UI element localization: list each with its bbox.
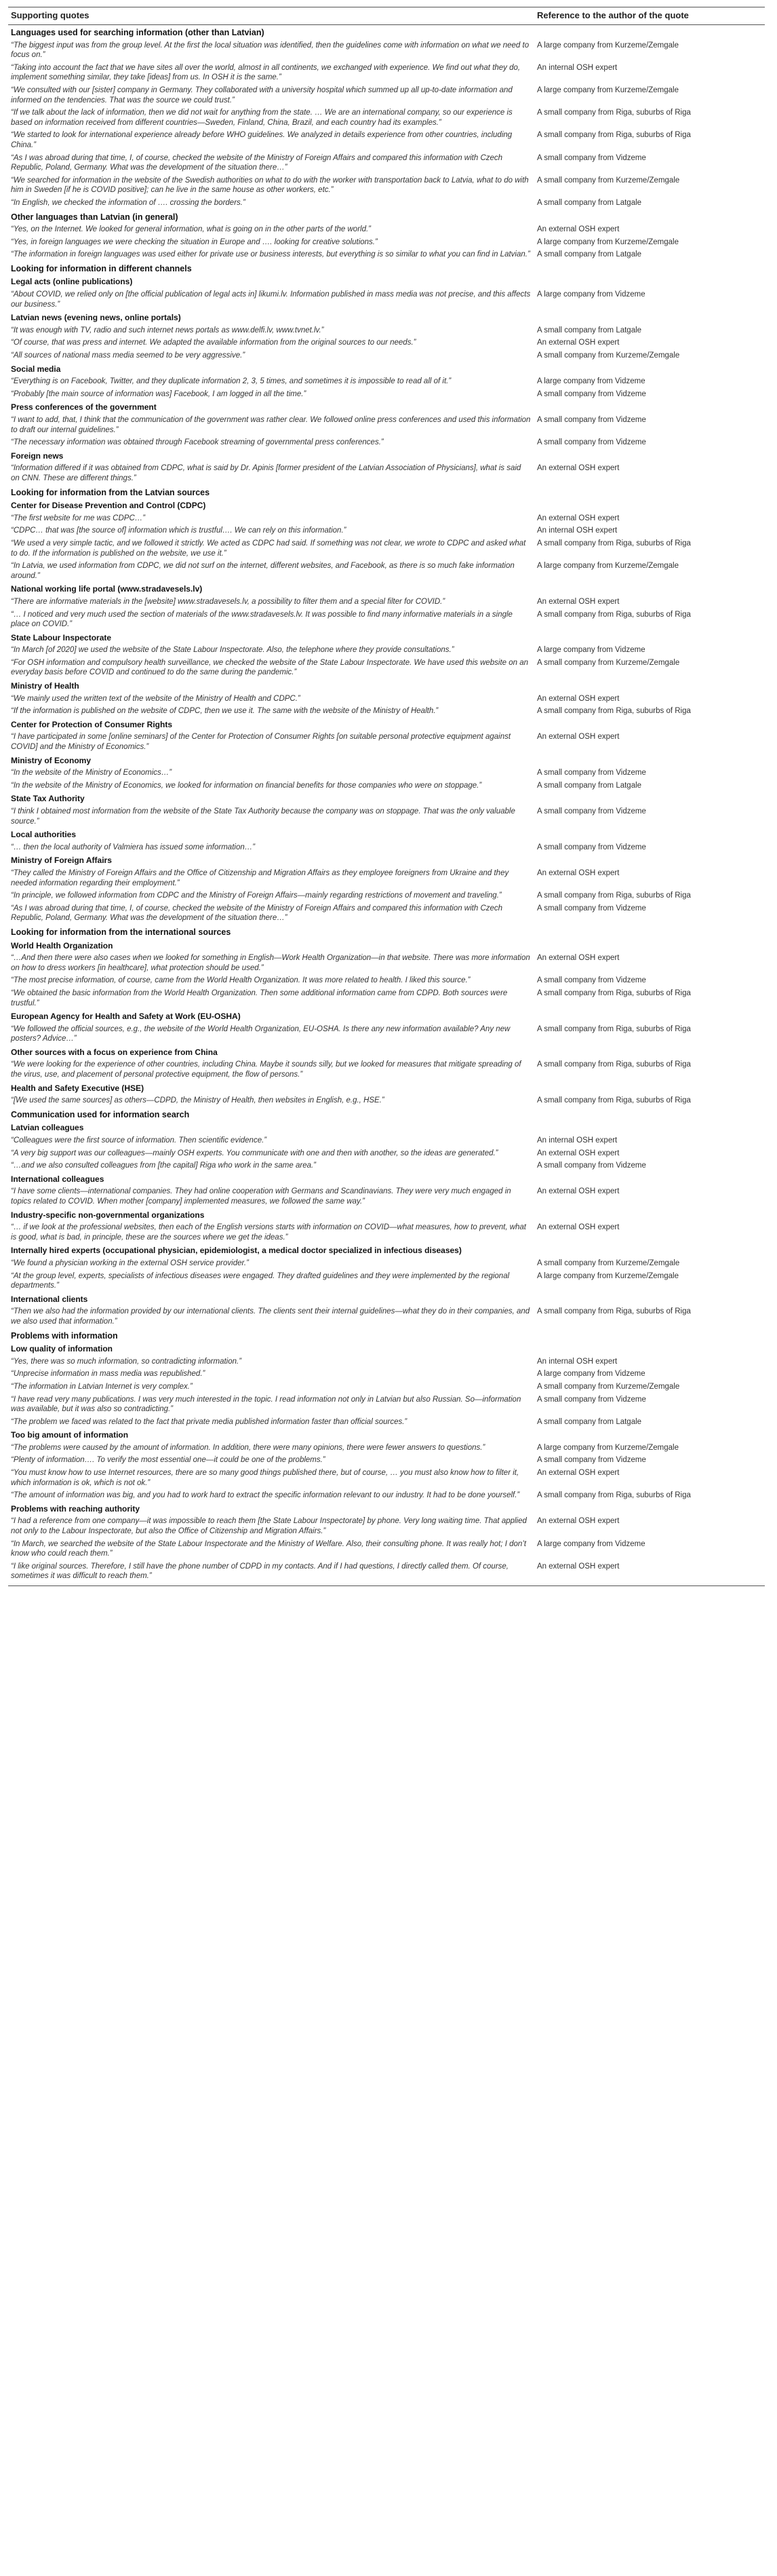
subsection-heading-row [8,400,765,414]
quote-row [8,236,765,249]
quote-text: “We consulted with our [sister] company in Germany. They collaborated with a university hospital which summed up all up-to-date information and informed on the tendencies. That was the source we could trust.” [11,85,513,104]
quote-text: “Probably [the main source of information was] Facebook, I am logged in all the time.” [11,389,306,398]
quote-text: “Plenty of information…. To verify the most essential one—it could be one of the problems.” [11,1456,325,1465]
quote-author-reference: An external OSH expert [537,597,620,606]
quote-row [8,1538,765,1560]
quote-text: “Then we also had the information provided by our international clients. The clients sent their internal guidelines—what they do in their companies, and we also used that information.” [11,1307,530,1326]
quote-row [8,609,765,631]
quote-text: “The biggest input was from the group level. At the first the local situation was identified, then the guidelines come with information on what we need to focus on.” [11,41,530,60]
quote-row [8,767,765,780]
quote-row [8,1467,765,1489]
quote-text: “Unprecise information in mass media was republished.” [11,1370,205,1379]
quote-author-reference: A small company from Vidzeme [537,843,646,851]
quote-text: “In principle, we followed information from CDPC and the Ministry of Foreign Affairs—mainly regarding restrictions of movement and traveling.” [11,891,502,900]
quote-author-reference: An external OSH expert [537,339,620,347]
subsection-heading: International clients [11,1294,88,1304]
quote-author-reference: A large company from Vidzeme [537,1370,645,1379]
quote-text: “We obtained the basic information from the World Health Organization. Then some additional information came from CDPD. Both sources were trustful.” [11,988,508,1007]
quote-text: “If we talk about the lack of information, then we did not wait for anything from the state. … We are an international company, so our experience is based on information received from different countries—Sweden, Finland, China, Brazil, and each country had its examples.” [11,109,513,127]
document-page [8,0,765,1586]
quote-author-reference: A small company from Vidzeme [537,1161,646,1170]
quote-author-reference: A large company from Vidzeme [537,290,645,299]
section-heading-row [8,485,765,499]
section-heading-row [8,1107,765,1121]
quote-text: “All sources of national mass media seemed to be very aggressive.” [11,351,245,360]
quote-author-reference: A large company from Kurzeme/Zemgale [537,85,679,94]
subsection-heading-row [8,1121,765,1134]
quote-text: “We followed the official sources, e.g., the website of the World Health Organization, EU-OSHA. Is there any new information available? Any new posters? Advice…” [11,1024,511,1043]
quote-row [8,902,765,925]
quote-author-reference: A small company from Riga, suburbs of Riga [537,1060,691,1069]
quote-author-reference: A small company from Riga, suburbs of Riga [537,1096,691,1105]
quote-author-reference: A small company from Latgale [537,198,642,207]
subsection-heading-row [8,1045,765,1059]
subsection-heading: Center for Disease Prevention and Control (CDPC) [11,501,206,511]
subsection-heading-row [8,718,765,731]
quote-row [8,1094,765,1107]
quote-text: “The information in Latvian Internet is very complex.” [11,1382,193,1391]
quote-text: “Of course, that was press and internet. We adapted the available information from the original sources to our needs.” [11,339,416,347]
section-heading-row [8,925,765,939]
quote-author-reference: A small company from Riga, suburbs of Riga [537,539,691,547]
subsection-heading: State Labour Inspectorate [11,632,112,642]
subsection-heading-row [8,679,765,693]
quote-author-reference: An external OSH expert [537,1469,620,1478]
quote-text: “Information differed if it was obtained from CDPC, what is said by Dr. Apinis [former president of the Latvian Association of Physicians], what is said on CNN. These are different things.” [11,464,521,482]
quote-text: “I have some clients—international companies. They had online cooperation with Germans and Scandinavians. They were very much engaged in topics related to COVID. When mother [company] implemented measures, we followed the same way.” [11,1187,511,1206]
quote-text: “Yes, on the Internet. We looked for general information, what is going on in the other parts of the world.” [11,225,372,234]
quote-row [8,512,765,525]
quote-text: “We mainly used the written text of the website of the Ministry of Health and CDPC.” [11,694,300,703]
quote-author-reference: An external OSH expert [537,514,620,522]
quote-author-reference: An external OSH expert [537,733,620,742]
quote-row [8,693,765,706]
quote-row [8,987,765,1010]
section-heading: Problems with information [11,1330,118,1341]
quote-text: “…and we also consulted colleagues from [the capital] Riga who work in the same area.” [11,1161,317,1170]
section-heading: Looking for information in different channels [11,263,192,273]
section-heading: Languages used for searching information (other than Latvian) [11,28,264,37]
quote-row [8,1381,765,1393]
section-heading-row [8,1328,765,1343]
quote-author-reference: A small company from Riga, suburbs of Riga [537,1307,691,1316]
quote-text: “We found a physician working in the external OSH service provider.” [11,1258,249,1267]
quote-author-reference: A small company from Vidzeme [537,807,646,815]
quote-text: “The first website for me was CDPC…” [11,514,146,522]
quote-author-reference: A small company from Riga, suburbs of Riga [537,109,691,117]
quote-text: “In English, we checked the information of …. crossing the borders.” [11,198,245,207]
quote-author-reference: An external OSH expert [537,1187,620,1196]
quote-row [8,596,765,609]
quote-row [8,731,765,753]
subsection-heading: Ministry of Health [11,681,79,691]
quote-author-reference: A small company from Riga, suburbs of Riga [537,891,691,900]
quote-row [8,337,765,349]
quote-row [8,462,765,484]
table-header-row [8,7,765,25]
quote-author-reference: A small company from Riga, suburbs of Riga [537,131,691,140]
quote-text: “You must know how to use Internet resources, there are so many good things published there, but of course, … you must also know how to filter it, which information is ok, which is not ok.” [11,1469,519,1487]
quote-row [8,560,765,582]
header-reference: Reference to the author of the quote [534,7,765,25]
quote-text: “Everything is on Facebook, Twitter, and they duplicate information 2, 3, 5 times, and sometimes it is impossible to read all of it.” [11,377,452,386]
quote-row [8,129,765,151]
quote-row [8,84,765,107]
quote-row [8,1023,765,1045]
quote-author-reference: A large company from Kurzeme/Zemgale [537,237,679,246]
quote-row [8,1393,765,1416]
quote-text: “I have read very many publications. I was very much interested in the topic. I read information not only in Latvian but also Russian. So—information was available, but it was also so contradicting.” [11,1395,521,1414]
quote-text: “We used a very simple tactic, and we followed it strictly. We acted as CDPC had said. If something was not clear, we wrote to CDPC and asked what to do. If the information is published on the website, we use it.” [11,539,526,558]
quote-text: “In the website of the Ministry of Economics…” [11,769,172,777]
quote-row [8,436,765,449]
subsection-heading: Press conferences of the government [11,402,157,412]
quote-author-reference: An external OSH expert [534,1560,765,1586]
quote-text: “The most precise information, of course, came from the World Health Organization. It was more related to health. I liked this source.” [11,976,471,985]
quote-row [8,107,765,129]
quote-author-reference: A small company from Vidzeme [537,416,646,424]
quote-author-reference: A large company from Kurzeme/Zemgale [537,41,679,50]
quote-row [8,1221,765,1244]
quote-text: “In Latvia, we used information from CDPC, we did not surf on the internet, different websites, and Facebook, as there is so much fake information around.” [11,562,515,580]
quote-text: “As I was abroad during that time, I, of course, checked the website of the Ministry of Foreign Affairs and compared this information with Czech Republic, Poland, Germany. What was the development of the situation there…” [11,153,503,172]
subsection-heading-row [8,311,765,324]
quote-row [8,974,765,987]
subsection-heading: European Agency for Health and Safety at Work (EU-OSHA) [11,1012,241,1022]
quote-author-reference: An external OSH expert [537,694,620,703]
quote-row [8,324,765,337]
quote-author-reference: An internal OSH expert [537,526,618,535]
quote-text: “… I noticed and very much used the section of materials of the www.stradavesels.lv. It was possible to find many informative materials in a single place on COVID.” [11,610,513,629]
quote-text: “If the information is published on the website of CDPC, then we use it. The same with the website of the Ministry of Health.” [11,707,439,716]
subsection-heading: World Health Organization [11,940,113,950]
subsection-heading-row [8,449,765,463]
subsection-heading: Center for Protection of Consumer Rights [11,719,173,729]
section-heading: Communication used for information search [11,1109,190,1119]
subsection-heading: Legal acts (online publications) [11,277,133,287]
quote-author-reference: An external OSH expert [537,464,620,473]
quote-row [8,152,765,174]
quote-author-reference: A small company from Kurzeme/Zemgale [537,658,680,667]
subsection-heading: Foreign news [11,450,64,461]
section-heading-row [8,210,765,224]
subsection-heading: International colleagues [11,1174,104,1184]
quote-row [8,349,765,362]
subsection-heading: Ministry of Foreign Affairs [11,856,112,866]
quote-text: “At the group level, experts, specialists of infectious diseases were engaged. They drafted guidelines and they were implemented by the regional departments.” [11,1271,510,1290]
quote-text: “There are informative materials in the [website] www.stradavesels.lv, a possibility to filter them and a special filter for COVID.” [11,597,445,606]
quote-text: “About COVID, we relied only on [the official publication of legal acts in] likumi.lv. Information published in mass media was not precise, and this affects our business.” [11,290,531,309]
quote-text: “Yes, there was so much information, so contradicting information.” [11,1357,242,1366]
quote-author-reference: A small company from Latgale [537,250,642,259]
quote-row [8,537,765,560]
subsection-heading: Problems with reaching authority [11,1503,140,1514]
quote-author-reference: A large company from Kurzeme/Zemgale [537,1443,679,1452]
quote-author-reference: A small company from Vidzeme [537,1395,646,1404]
table-body [8,25,765,1586]
quote-text: “I had a reference from one company—it was impossible to reach them [the State Labour Inspectorate] by phone. Very long waiting time. That applied not only to the Labour Inspectorate, but also the Office of Citizenship and Migration Affairs.” [11,1517,527,1536]
subsection-heading: Local authorities [11,830,77,840]
quote-row [8,1257,765,1270]
quote-row [8,1356,765,1368]
subsection-heading-row [8,792,765,805]
section-heading: Other languages than Latvian (in general) [11,212,178,222]
quote-author-reference: A large company from Vidzeme [537,377,645,386]
subsection-heading-row [8,1292,765,1306]
quote-row [8,375,765,388]
subsection-heading-row [8,1244,765,1257]
subsection-heading: Other sources with a focus on experience from China [11,1047,218,1057]
quote-text: “We started to look for international experience already before WHO guidelines. We analyzed in details experience from other countries, including China.” [11,131,513,149]
subsection-heading-row [8,853,765,867]
quote-row [8,805,765,828]
quote-text: “In March [of 2020] we used the website of the State Labour Inspectorate. Also, the telephone where they provide consultations.” [11,646,454,655]
quote-row [8,644,765,657]
subsection-heading-row [8,1172,765,1186]
subsection-heading-row [8,1081,765,1095]
quote-row [8,1147,765,1160]
subsection-heading: Industry-specific non-governmental organizations [11,1210,205,1220]
quote-row [8,1270,765,1292]
quote-text: “The amount of information was big, and you had to work hard to extract the specific information relevant to our industry. It had to be done yourself.” [11,1491,520,1500]
quote-row [8,414,765,436]
subsection-heading: Latvian colleagues [11,1123,84,1133]
quote-row [8,1416,765,1429]
quote-text: “We searched for information in the website of the Swedish authorities on what to do with the worker with transportation back to Latvia, what to do with him in Sweden [if he is COVID positive]; can he live in the same house as other workers, etc.” [11,176,529,195]
quote-text: “Colleagues were the first source of information. Then scientific evidence.” [11,1136,267,1145]
quote-author-reference: A small company from Vidzeme [537,153,646,162]
quote-row [8,952,765,974]
quote-author-reference: A large company from Vidzeme [537,1539,645,1548]
quote-author-reference: A small company from Vidzeme [537,1456,646,1465]
quote-author-reference: A large company from Vidzeme [537,646,645,655]
subsection-heading-row [8,828,765,841]
quote-row [8,1489,765,1502]
quote-author-reference: A small company from Latgale [537,1417,642,1426]
quote-author-reference: An external OSH expert [537,1517,620,1526]
quote-row [8,657,765,679]
quote-author-reference: A small company from Riga, suburbs of Riga [537,610,691,619]
quote-author-reference: An external OSH expert [537,954,620,963]
quote-text: “As I was abroad during that time, I, of course, checked the website of the Ministry of Foreign Affairs and compared this information with Czech Republic, Poland, Germany. What was the development of the situation there…” [11,904,503,923]
quote-text: “The problems were caused by the amount of information. In addition, there were many opinions, there were fewer answers to questions.” [11,1443,485,1452]
quote-row [8,248,765,261]
subsection-heading: Low quality of information [11,1344,113,1354]
quote-author-reference: A large company from Kurzeme/Zemgale [537,1271,679,1280]
section-heading: Looking for information from the Latvian sources [11,487,210,497]
quote-text: “For OSH information and compulsory health surveillance, we checked the website of the State Labour Inspectorate. We have used this website on an everyday basis before COVID and continued to do the same during the pandemic.” [11,658,529,677]
quote-author-reference: A large company from Kurzeme/Zemgale [537,562,679,571]
quote-row [8,1454,765,1467]
quote-author-reference: An internal OSH expert [537,1357,618,1366]
quote-author-reference: A small company from Vidzeme [537,904,646,912]
quote-text: “I have participated in some [online seminars] of the Center for Protection of Consumer Rights [on suitable personal protective equipment against COVID] and the Ministry of Economics.” [11,733,511,752]
subsection-heading: Health and Safety Executive (HSE) [11,1083,144,1093]
quote-author-reference: A small company from Latgale [537,326,642,334]
subsection-heading-row [8,631,765,645]
quote-author-reference: A small company from Kurzeme/Zemgale [537,176,680,185]
quote-author-reference: An external OSH expert [537,225,620,234]
quote-row [8,174,765,197]
quote-text: “In March, we searched the website of the State Labour Inspectorate and the Ministry of Welfare. Also, their consulting phone. It was really hot; I don’t know who could reach them.” [11,1539,527,1558]
quote-text: “CDPC… that was [the source of] information which is trustful…. We can rely on this information.” [11,526,346,535]
quote-text: “… then the local authority of Valmiera has issued some information…” [11,843,256,851]
quote-text: “Yes, in foreign languages we were checking the situation in Europe and …. looking for creative solutions.” [11,237,378,246]
quote-author-reference: A small company from Riga, suburbs of Riga [537,1024,691,1033]
quote-author-reference: A small company from Kurzeme/Zemgale [537,351,680,360]
quote-author-reference: A small company from Riga, suburbs of Riga [537,1491,691,1500]
subsection-heading: Social media [11,364,61,374]
quote-row [8,867,765,889]
section-heading-row [8,261,765,275]
quote-author-reference: A small company from Vidzeme [537,976,646,985]
quote-author-reference: An external OSH expert [537,1149,620,1157]
quote-author-reference: A small company from Riga, suburbs of Riga [537,707,691,716]
quote-text: “In the website of the Ministry of Economics, we looked for information on financial benefits for those companies who were on stoppage.” [11,781,482,790]
subsection-heading-row [8,582,765,596]
quote-row [8,1305,765,1328]
quote-row [8,889,765,902]
section-heading-row [8,25,765,39]
quote-author-reference: A small company from Latgale [537,781,642,790]
quote-text: “I want to add, that, I think that the communication of the government was rather clear. We followed online press conferences and used this information to draft our internal guidelines.” [11,416,531,434]
quote-row [8,288,765,311]
quote-row [8,1442,765,1455]
quote-row [8,1368,765,1381]
quote-text: “They called the Ministry of Foreign Affairs and the Office of Citizenship and Migration Affairs as they employee foreigners from Ukraine and they needed information regarding their employment.” [11,868,509,887]
quote-row [8,62,765,84]
quote-text: “The necessary information was obtained through Facebook streaming of governmental press conferences.” [11,438,384,447]
quote-text: “Taking into account the fact that we have sites all over the world, almost in all continents, we exchanged with experience. We find out what they do, implement something similar, they take [ideas] from us. In OSH it is the same.” [11,63,521,82]
subsection-heading: National working life portal (www.stradavesels.lv) [11,584,203,594]
subsection-heading-row [8,275,765,288]
quote-text: “A very big support was our colleagues—mainly OSH experts. You communicate with one and then with another, so the ideas are generated.” [11,1149,498,1157]
header-supporting-quotes: Supporting quotes [8,7,534,25]
quote-text: “The problem we faced was related to the fact that private media published information faster than official sources.” [11,1417,407,1426]
subsection-heading: Ministry of Economy [11,755,92,765]
quote-text: “We were looking for the experience of other countries, including China. Maybe it sounds silly, but we looked for measures that mitigate spreading of the virus, use, and placement of personal protective equipment, the flow of persons.” [11,1060,521,1079]
section-heading: Looking for information from the international sources [11,927,231,937]
subsection-heading: Internally hired experts (occupational physician, epidemiologist, a medical doctor specialized in infectious diseases) [11,1246,462,1256]
subsection-heading-row [8,1342,765,1356]
quote-text: “I like original sources. Therefore, I still have the phone number of CDPD in my contacts. And if I had questions, I directly called them. Of course, sometimes it was difficult to reach them.” [8,1560,534,1586]
quote-author-reference: A small company from Vidzeme [537,438,646,447]
quote-row [8,223,765,236]
quote-row [8,705,765,718]
quote-row [8,1185,765,1208]
subsection-heading: Latvian news (evening news, online portals) [11,313,181,323]
quote-row [8,1560,765,1586]
quote-text: “The information in foreign languages was used either for private use or business interests, but everything is so similar to what you can find in Latvian.” [11,250,530,259]
quote-author-reference: An internal OSH expert [537,63,618,72]
subsection-heading-row [8,362,765,376]
subsection-heading-row [8,1208,765,1222]
quote-author-reference: A small company from Kurzeme/Zemgale [537,1258,680,1267]
quote-row [8,841,765,854]
subsection-heading: State Tax Authority [11,794,85,804]
quote-row [8,1058,765,1081]
subsection-heading-row [8,1502,765,1516]
quote-author-reference: An internal OSH expert [537,1136,618,1145]
quote-author-reference: A small company from Riga, suburbs of Riga [537,988,691,997]
subsection-heading-row [8,939,765,953]
subsection-heading-row [8,1010,765,1023]
quote-text: “…And then there were also cases when we looked for something in English—Work Health Organization—in that website. There was more information on how to dress workers [in healthcare], what protection should be used.” [11,954,530,972]
quote-row [8,39,765,62]
subsection-heading-row [8,1428,765,1442]
quote-text: “… if we look at the professional websites, then each of the English versions starts with information on COVID—what measures, how to prevent, what is good, what is bad, in principle, these are the sources where we get the ideas.” [11,1223,526,1242]
quote-author-reference: An external OSH expert [537,868,620,877]
quote-row [8,388,765,401]
quote-row [8,780,765,792]
quote-row [8,1515,765,1537]
quote-author-reference: A small company from Vidzeme [537,389,646,398]
quote-author-reference: An external OSH expert [537,1223,620,1232]
quote-row [8,1159,765,1172]
subsection-heading-row [8,499,765,512]
quote-author-reference: A small company from Kurzeme/Zemgale [537,1382,680,1391]
quote-text: “It was enough with TV, radio and such internet news portals as www.delfi.lv, www.tvnet.lv.” [11,326,324,334]
quote-author-reference: A small company from Vidzeme [537,769,646,777]
quote-row [8,1134,765,1147]
subsection-heading-row [8,754,765,767]
quote-text: “[We used the same sources] as others—CDPD, the Ministry of Health, then websites in English, e.g., HSE.” [11,1096,384,1105]
supporting-quotes-table [8,7,765,1586]
quote-row [8,524,765,537]
quote-text: “I think I obtained most information from the website of the State Tax Authority because the company was on stoppage. That was the only valuable source.” [11,807,515,826]
subsection-heading: Too big amount of information [11,1430,129,1440]
quote-row [8,197,765,210]
